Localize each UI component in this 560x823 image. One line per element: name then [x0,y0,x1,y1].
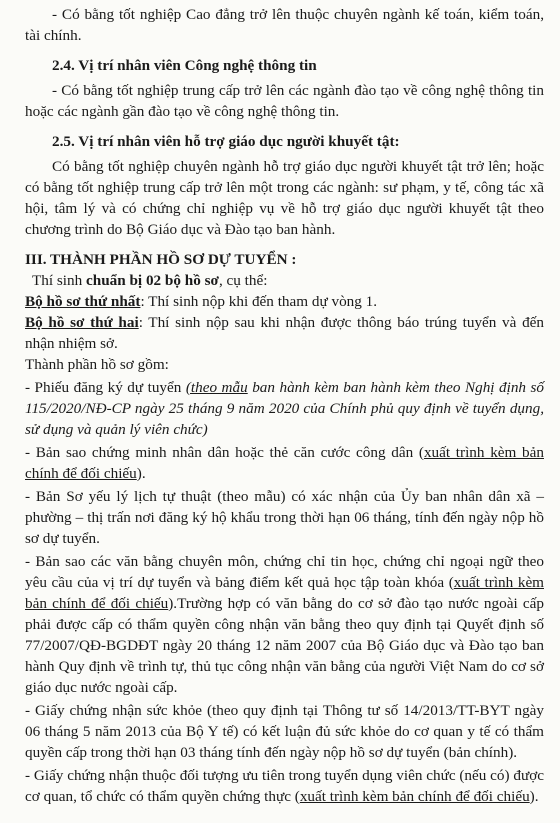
section-2-4-heading: 2.4. Vị trí nhân viên Công nghệ thông tin [52,57,317,74]
list-item-id-card: - Bản sao chứng minh nhân dân hoặc thẻ căn cước công dân (xuất trình kèm bản chính để đối chiếu). [25,444,544,482]
section-3-heading: III. THÀNH PHẦN HỒ SƠ DỰ TUYỂN : [25,251,297,268]
section-2-5-heading: 2.5. Vị trí nhân viên hỗ trợ giáo dục người khuyết tật: [52,133,400,150]
accounting-requirement: - Có bằng tốt nghiệp Cao đẳng trở lên thuộc chuyên ngành kế toán, kiểm toán, tài chính. [25,6,544,44]
list-item-diplomas: - Bản sao các văn bằng chuyên môn, chứng chỉ tin học, chứng chỉ ngoại ngữ theo yêu cầu của vị trí dự tuyển và bảng điểm kết quả học tập toàn khóa (xuất trình kèm bản chính để đối chiếu).Trường hợp có văn bằng do cơ sở đào tạo nước ngoài cấp phải được cấp có thẩm quyền công nhận văn bằng theo quy định tại Quyết định số 77/2007/QĐ-BGDĐT ngày 20 tháng 12 năm 2007 của Bộ Giáo dục và Đào tạo ban hành Quy định về trình tự, thủ tục công nhận văn bằng của người Việt Nam do cơ sở giáo dục nước ngoài cấp. [25,553,544,696]
second-dossier-line: Bộ hồ sơ thứ hai: Thí sinh nộp sau khi nhận được thông báo trúng tuyển và đến nhận nhiệm sở. [25,314,544,352]
disability-support-requirement: Có bằng tốt nghiệp chuyên ngành hỗ trợ giáo dục người khuyết tật trở lên; hoặc có bằng tốt nghiệp trung cấp trở lên một trong các ngành: sư phạm, y tế, công tác xã hội, tâm lý và có chứng chỉ nghiệp vụ về hỗ trợ giáo dục người khuyết tật theo chương trình do Bộ Giáo dục và Đào tạo ban hành. [25,158,544,238]
list-item-health-certificate: - Giấy chứng nhận sức khỏe (theo quy định tại Thông tư số 14/2013/TT-BYT ngày 06 tháng 5 năm 2013 của Bộ Y tế) có kết luận đủ sức khỏe do cơ quan y tế có thẩm quyền cấp trong thời hạn 03 tháng tính đến ngày nộp hồ sơ dự tuyển (bản chính). [25,702,544,761]
it-requirement: - Có bằng tốt nghiệp trung cấp trở lên các ngành đào tạo về công nghệ thông tin hoặc các ngành gần đào tạo về công nghệ thông tin. [25,82,544,120]
first-dossier-line: Bộ hồ sơ thứ nhất: Thí sinh nộp khi đến tham dự vòng 1. [25,293,378,310]
dossier-components-label: Thành phần hồ sơ gồm: [25,356,169,373]
second-dossier-label: Bộ hồ sơ thứ hai [25,314,139,331]
list-item-curriculum-vitae: - Bản Sơ yếu lý lịch tự thuật (theo mẫu) có xác nhận của Ủy ban nhân dân xã – phường – thị trấn nơi đăng ký hộ khẩu trong thời hạn 06 tháng, tính đến ngày nộp hồ sơ dự tuyển. [25,488,544,547]
list-item-priority-certificate: - Giấy chứng nhận thuộc đối tượng ưu tiên trong tuyển dụng viên chức (nếu có) được cơ quan, tổ chức có thẩm quyền chứng thực (xuất trình kèm bản chính để đối chiếu). [25,767,544,805]
prepare-dossier-line: Thí sinh chuẩn bị 02 bộ hồ sơ, cụ thể: [32,272,268,289]
first-dossier-label: Bộ hồ sơ thứ nhất [25,293,141,310]
list-item-application-form: - Phiếu đăng ký dự tuyển (theo mẫu ban hành kèm ban hành kèm theo Nghị định số 115/2020/NĐ-CP ngày 25 tháng 9 năm 2020 của Chính phủ quy định về tuyển dụng, sử dụng và quản lý viên chức) [25,379,544,438]
